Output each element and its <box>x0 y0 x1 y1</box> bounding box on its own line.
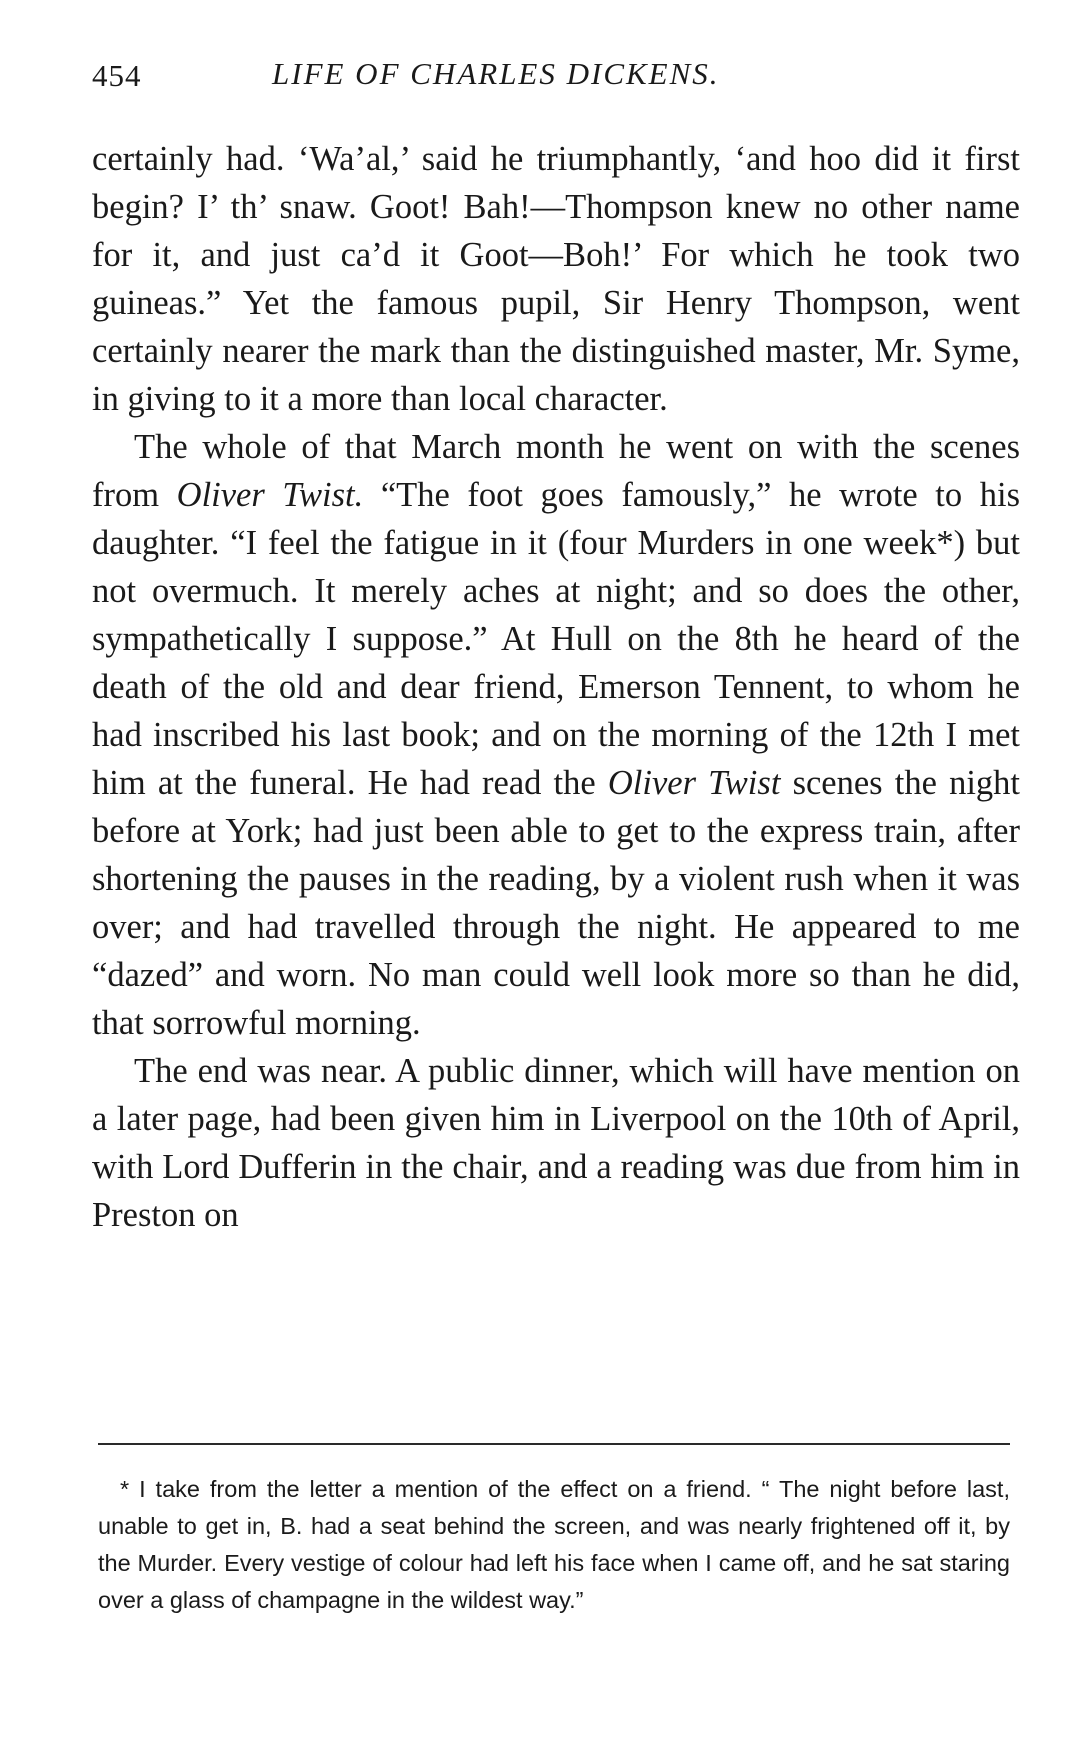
paragraph-2-part-b: “The foot goes famously,” he wrote to his daughter. “I feel the fatigue in it (four Murders in one week*) but not overmuch. It merely aches at night; and so does the other, sympathetically I suppose.” At Hull on the 8th he heard of the death of the old and dear friend, Emerson Tennent, to whom he had inscribed his last book; and on the morning of the 12th I met him at the funeral. He had read the <box>92 476 1020 802</box>
running-title: LIFE OF CHARLES DICKENS. <box>272 56 720 91</box>
paragraph-3: The end was near. A public dinner, which will have mention on a later page, had been given him in Liverpool on the 10th of April, with Lord Dufferin in the chair, and a reading was due from him in Preston on <box>92 1052 1020 1234</box>
footnote-text: * I take from the letter a mention of the effect on a friend. “ The night before last, unable to get in, B. had a seat behind the screen, and was nearly frightened off it, by the Murder. Every vestige of colour had left his face when I came off, and he sat staring over a glass of champagne in the wildest way.” <box>98 1476 1010 1613</box>
paragraph-2 <box>92 423 1020 1047</box>
book-title-oliver-twist: Oliver Twist. <box>176 476 364 514</box>
page-header <box>92 52 1022 102</box>
paragraph-2-part-c: scenes the night before at York; had just been able to get to the express train, after shortening the pauses in the reading, by a violent rush when it was over; and had travelled through the night. He appeared to me “dazed” and worn. No man could well look more so than he did, that sorrowful morning. <box>92 764 1020 1042</box>
page-number: 454 <box>92 58 142 93</box>
paragraph-1: certainly had. ‘Wa’al,’ said he triumphantly, ‘and hoo did it first begin? I’ th’ snaw. Goot! Bah!—Thompson knew no other name for it, and just ca’d it Goot—Boh!’ For which he took two guineas.” Yet the famous pupil, Sir Henry Thompson, went certainly nearer the mark than the distinguished master, Mr. Syme, in giving to it a more than local character. <box>92 140 1020 418</box>
main-text <box>92 135 1020 1239</box>
book-title-oliver-twist-2: Oliver Twist <box>607 764 781 802</box>
paragraph-2-part-a: The whole of that March month he went on with the scenes from <box>92 428 1020 514</box>
footnote <box>98 1471 1010 1619</box>
footnote-divider <box>98 1443 1010 1445</box>
